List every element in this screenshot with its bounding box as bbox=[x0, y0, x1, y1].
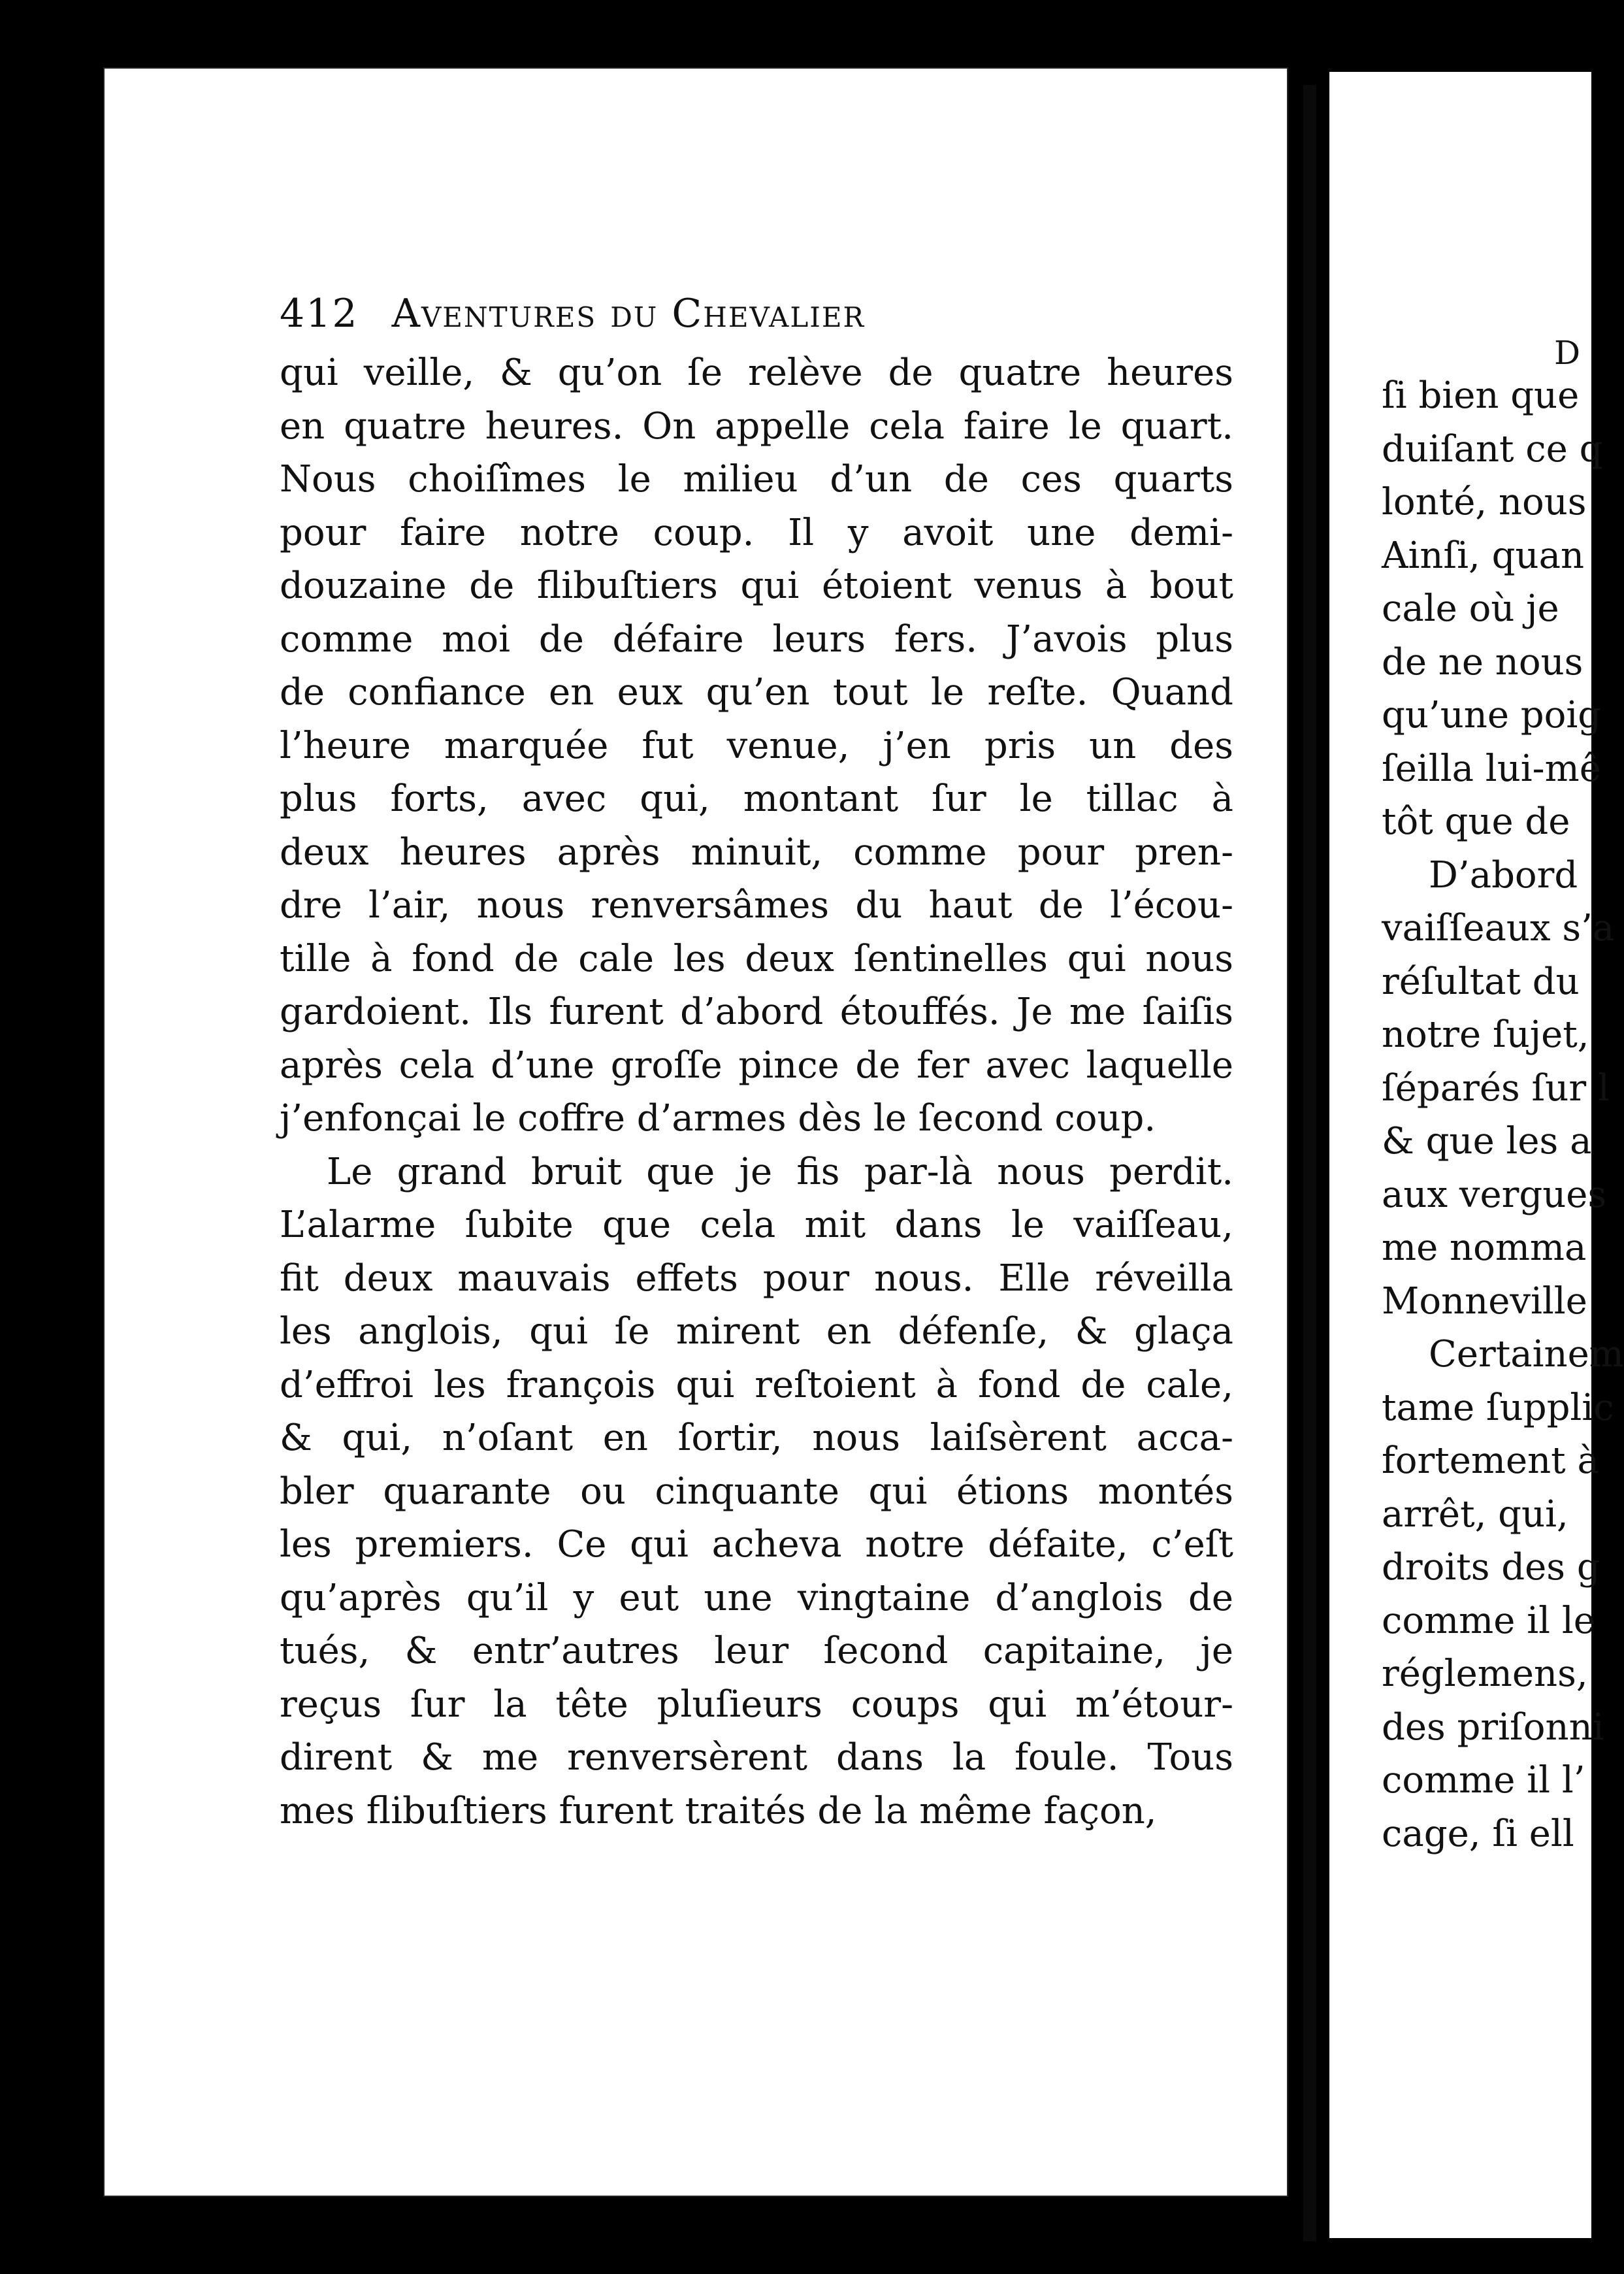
text-line: deux heures après minuit, comme pour pren- bbox=[280, 831, 1233, 874]
text-line: gardoient. Ils furent d’abord étouffés. Je me ſaiſis bbox=[280, 991, 1233, 1033]
text-line: comme il l’ bbox=[1382, 1759, 1585, 1802]
text-line: me nomma bbox=[1382, 1227, 1587, 1269]
text-line: comme il le bbox=[1382, 1599, 1595, 1642]
text-line: L’alarme ſubite que cela mit dans le vaiſſeau, bbox=[280, 1204, 1233, 1246]
running-title: Aventures du Chevalier bbox=[391, 291, 866, 337]
text-line: de confiance en eux qu’en tout le reſte. Quand bbox=[280, 671, 1233, 714]
text-line: tame ſupplic bbox=[1382, 1386, 1614, 1429]
text-line: après cela d’une groſſe pince de fer avec laquelle bbox=[280, 1044, 1233, 1087]
text-line: comme moi de défaire leurs fers. J’avois plus bbox=[280, 618, 1233, 661]
text-line: Le grand bruit que je fis par-là nous perdit. bbox=[327, 1150, 1233, 1193]
book-gutter bbox=[1303, 85, 1316, 2241]
text-line: des priſonni bbox=[1382, 1706, 1604, 1749]
text-line: ſeilla lui-mê bbox=[1382, 747, 1601, 790]
text-line: & qui, n’oſant en ſortir, nous laiſsèrent acca- bbox=[280, 1417, 1233, 1459]
text-line: dirent & me renversèrent dans la foule. Tous bbox=[280, 1736, 1233, 1779]
text-line: en quatre heures. On appelle cela faire le quart. bbox=[280, 404, 1233, 448]
text-line: les anglois, qui ſe mirent en défenſe, & glaça bbox=[280, 1310, 1233, 1353]
text-line: bler quarante ou cinquante qui étions montés bbox=[280, 1470, 1233, 1513]
text-line: qui veille, & qu’on ſe relève de quatre heures bbox=[280, 352, 1233, 394]
text-line: tôt que de bbox=[1382, 800, 1570, 843]
text-line: plus forts, avec qui, montant ſur le tillac à bbox=[280, 778, 1233, 820]
text-line: Certainem bbox=[1429, 1333, 1624, 1376]
text-line: réſultat du bbox=[1382, 960, 1580, 1003]
right-page bbox=[1329, 72, 1624, 2238]
right-running-head: D bbox=[1554, 334, 1581, 372]
text-line: qu’une poig bbox=[1382, 694, 1602, 736]
text-line: pour faire notre coup. Il y avoit une demi- bbox=[280, 511, 1233, 554]
text-line: reçus ſur la tête pluſieurs coups qui m’étour- bbox=[280, 1683, 1233, 1726]
running-head bbox=[280, 288, 1233, 340]
text-line: douzaine de flibuſtiers qui étoient venus à bout bbox=[280, 565, 1233, 607]
text-line: duiſant ce q bbox=[1382, 427, 1603, 470]
text-line: d’effroi les françois qui reſtoient à fond de cale, bbox=[280, 1363, 1233, 1406]
text-line: Monneville bbox=[1382, 1279, 1587, 1323]
text-line: aux vergues bbox=[1382, 1173, 1607, 1216]
text-line: notre ſujet, bbox=[1382, 1013, 1589, 1056]
text-line: dre l’air, nous renversâmes du haut de l’écou- bbox=[280, 884, 1233, 927]
text-line: ſéparés ſur l bbox=[1382, 1066, 1610, 1110]
text-line: fortement à bbox=[1382, 1440, 1599, 1482]
text-line: qu’après qu’il y eut une vingtaine d’anglois de bbox=[280, 1576, 1233, 1619]
right-page-text bbox=[1382, 369, 1624, 1860]
text-line: lonté, nous bbox=[1382, 481, 1587, 523]
text-line: cage, ſi ell bbox=[1382, 1812, 1574, 1855]
text-line: Nous choiſîmes le milieu d’un de ces quarts bbox=[280, 458, 1233, 501]
text-line: les premiers. Ce qui acheva notre défaite, c’eſt bbox=[280, 1523, 1233, 1566]
left-page-text bbox=[280, 346, 1233, 1837]
text-line: D’abord bbox=[1429, 853, 1578, 897]
page-number: 412 bbox=[280, 291, 359, 337]
text-line: vaiſſeaux s’a bbox=[1382, 907, 1615, 949]
text-line: arrêt, qui, bbox=[1382, 1492, 1568, 1536]
text-line: ſi bien que bbox=[1382, 374, 1580, 417]
text-line: tille à fond de cale les deux ſentinelles qui nous bbox=[280, 937, 1233, 980]
text-line: cale où je bbox=[1382, 587, 1559, 630]
text-line: tués, & entr’autres leur ſecond capitaine, je bbox=[280, 1630, 1233, 1672]
text-line: & que les a bbox=[1382, 1120, 1592, 1162]
text-line: Ainſi, quan bbox=[1382, 534, 1585, 577]
text-line: j’enfonçai le coffre d’armes dès le ſecond coup. bbox=[280, 1097, 1156, 1140]
text-line: de ne nous bbox=[1382, 640, 1583, 684]
text-line: l’heure marquée fut venue, j’en pris un des bbox=[280, 724, 1233, 767]
text-line: réglemens, bbox=[1382, 1653, 1588, 1695]
text-line: mes flibuſtiers furent traités de la même façon, bbox=[280, 1789, 1157, 1832]
text-line: droits des g bbox=[1382, 1546, 1600, 1589]
text-line: fit deux mauvais effets pour nous. Elle réveilla bbox=[280, 1257, 1233, 1300]
